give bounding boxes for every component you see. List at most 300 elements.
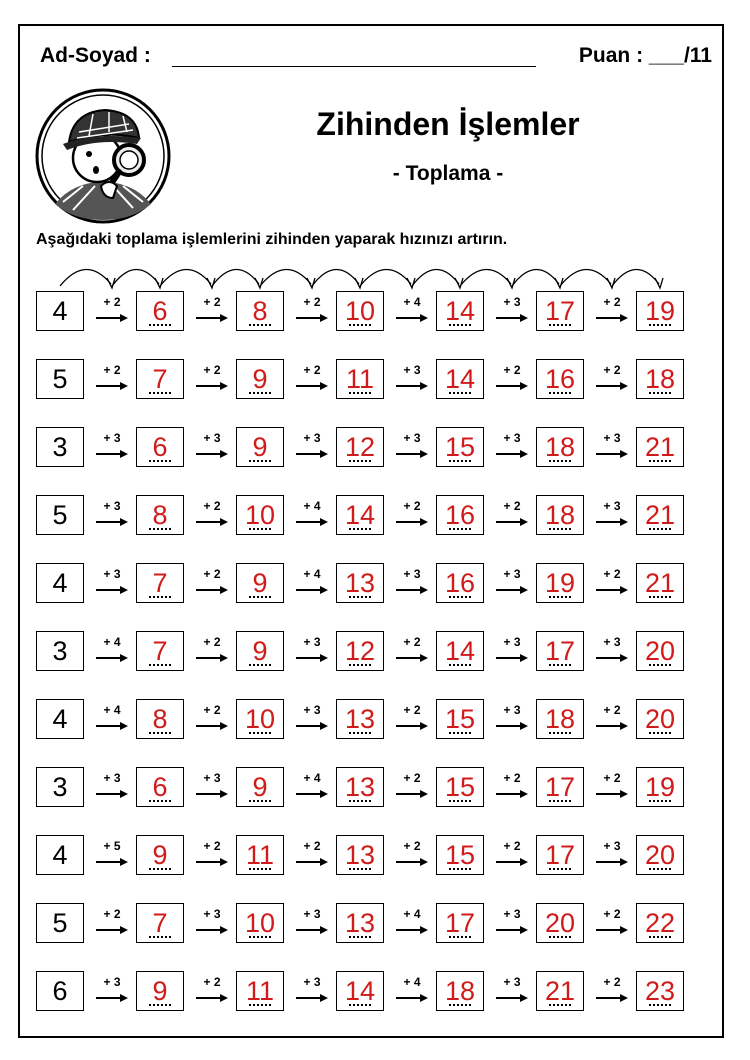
start-number: 5 — [52, 908, 68, 938]
answer-number: 20 — [644, 704, 676, 734]
answer-box[interactable] — [136, 563, 184, 603]
start-number-box — [36, 563, 84, 603]
operation-label: + 2 — [403, 771, 421, 785]
right-arrow-icon — [596, 517, 628, 527]
operation-step — [88, 363, 136, 399]
right-arrow-icon — [196, 789, 228, 799]
answer-dotted-line — [549, 664, 571, 666]
right-arrow-icon — [296, 517, 328, 527]
instruction-text: Aşağıdaki toplama işlemlerini zihinden yaparak hızınızı artırın. — [36, 231, 508, 248]
answer-dotted-line — [649, 596, 671, 598]
operation-step — [288, 635, 336, 671]
hop-arc — [612, 269, 659, 286]
hop-arrowhead-icon — [507, 278, 515, 288]
operation-label: + 2 — [203, 975, 221, 989]
right-arrow-icon — [96, 721, 128, 731]
answer-number: 8 — [252, 296, 268, 326]
answer-dotted-line — [449, 1004, 471, 1006]
right-arrow-icon — [396, 789, 428, 799]
operation-step — [188, 363, 236, 399]
answer-box[interactable] — [536, 495, 584, 535]
answer-dotted-line — [149, 1004, 171, 1006]
right-arrow-icon — [496, 857, 528, 867]
operation-label: + 2 — [103, 363, 121, 377]
answer-dotted-line — [549, 868, 571, 870]
answer-box[interactable] — [236, 835, 284, 875]
operation-label: + 3 — [503, 431, 521, 445]
operation-step — [288, 907, 336, 943]
answer-dotted-line — [349, 324, 371, 326]
answer-number: 14 — [344, 976, 376, 1006]
answer-number: 9 — [252, 636, 268, 666]
right-arrow-icon — [496, 381, 528, 391]
answer-box[interactable] — [236, 427, 284, 467]
answer-box[interactable] — [536, 563, 584, 603]
right-arrow-icon — [96, 517, 128, 527]
answer-box[interactable] — [336, 631, 384, 671]
right-arrow-icon — [96, 313, 128, 323]
answer-box[interactable] — [336, 903, 384, 943]
answer-box[interactable] — [136, 427, 184, 467]
operation-label: + 5 — [103, 839, 121, 853]
start-number: 3 — [52, 432, 68, 462]
answer-number: 13 — [344, 908, 376, 938]
answer-dotted-line — [149, 868, 171, 870]
right-arrow-icon — [196, 925, 228, 935]
answer-number: 6 — [152, 296, 168, 326]
operation-label: + 2 — [603, 907, 621, 921]
answer-box[interactable] — [436, 495, 484, 535]
right-arrow-icon — [596, 449, 628, 459]
answer-number: 13 — [344, 568, 376, 598]
right-arrow-icon — [96, 925, 128, 935]
right-arrow-icon — [296, 585, 328, 595]
answer-dotted-line — [149, 936, 171, 938]
answer-dotted-line — [649, 868, 671, 870]
answer-box[interactable] — [636, 699, 684, 739]
answer-box[interactable] — [236, 903, 284, 943]
answer-box[interactable] — [336, 971, 384, 1011]
start-number: 5 — [52, 500, 68, 530]
answer-box[interactable] — [536, 359, 584, 399]
answer-number: 11 — [245, 976, 275, 1006]
answer-number: 16 — [544, 364, 576, 394]
operation-label: + 2 — [603, 771, 621, 785]
right-arrow-icon — [296, 653, 328, 663]
answer-box[interactable] — [336, 495, 384, 535]
operation-label: + 4 — [303, 499, 321, 513]
operation-label: + 2 — [603, 295, 621, 309]
operation-step — [288, 363, 336, 399]
operation-step — [488, 703, 536, 739]
operation-label: + 4 — [303, 567, 321, 581]
right-arrow-icon — [396, 857, 428, 867]
operation-label: + 2 — [303, 363, 321, 377]
answer-number: 13 — [344, 840, 376, 870]
answer-box[interactable] — [336, 359, 384, 399]
operation-label: + 3 — [203, 431, 221, 445]
answer-box[interactable] — [236, 767, 284, 807]
answer-box[interactable] — [436, 971, 484, 1011]
answer-dotted-line — [149, 528, 171, 530]
right-arrow-icon — [196, 381, 228, 391]
operation-label: + 2 — [403, 499, 421, 513]
answer-dotted-line — [249, 936, 271, 938]
answer-box[interactable] — [536, 631, 584, 671]
answer-dotted-line — [649, 528, 671, 530]
hop-arrowhead-icon — [655, 278, 663, 288]
right-arrow-icon — [596, 585, 628, 595]
right-arrow-icon — [296, 857, 328, 867]
right-arrow-icon — [596, 381, 628, 391]
answer-dotted-line — [249, 596, 271, 598]
answer-box[interactable] — [136, 835, 184, 875]
answer-box[interactable] — [336, 291, 384, 331]
operation-step — [388, 499, 436, 535]
right-arrow-icon — [296, 925, 328, 935]
operation-step — [488, 295, 536, 331]
hop-arc — [112, 269, 159, 286]
start-number-box — [36, 359, 84, 399]
answer-number: 14 — [444, 296, 476, 326]
answer-box[interactable] — [436, 359, 484, 399]
start-number-box — [36, 767, 84, 807]
answer-box[interactable] — [336, 767, 384, 807]
operation-label: + 2 — [203, 567, 221, 581]
answer-dotted-line — [549, 392, 571, 394]
right-arrow-icon — [96, 585, 128, 595]
answer-dotted-line — [349, 392, 371, 394]
answer-dotted-line — [449, 460, 471, 462]
operation-label: + 3 — [403, 567, 421, 581]
operation-label: + 2 — [203, 635, 221, 649]
answer-dotted-line — [149, 460, 171, 462]
operation-label: + 2 — [203, 499, 221, 513]
answer-box[interactable] — [136, 971, 184, 1011]
operation-label: + 3 — [603, 431, 621, 445]
right-arrow-icon — [196, 449, 228, 459]
answer-box[interactable] — [136, 767, 184, 807]
operation-label: + 2 — [503, 771, 521, 785]
hop-arc — [260, 269, 311, 286]
operation-step — [88, 567, 136, 603]
answer-dotted-line — [549, 800, 571, 802]
answer-box[interactable] — [636, 767, 684, 807]
answer-number: 17 — [444, 908, 476, 938]
answer-box[interactable] — [536, 291, 584, 331]
answer-number: 19 — [644, 296, 676, 326]
right-arrow-icon — [196, 653, 228, 663]
operation-step — [188, 839, 236, 875]
answer-box[interactable] — [236, 291, 284, 331]
answer-box[interactable] — [636, 495, 684, 535]
operation-label: + 2 — [503, 839, 521, 853]
answer-number: 23 — [644, 976, 676, 1006]
answer-box[interactable] — [536, 767, 584, 807]
operation-label: + 2 — [603, 975, 621, 989]
answer-dotted-line — [449, 936, 471, 938]
right-arrow-icon — [596, 721, 628, 731]
right-arrow-icon — [396, 925, 428, 935]
operation-label: + 3 — [403, 431, 421, 445]
answer-number: 12 — [344, 432, 376, 462]
operation-step — [88, 907, 136, 943]
answer-dotted-line — [349, 596, 371, 598]
operation-step — [388, 703, 436, 739]
hop-arc — [560, 269, 611, 286]
right-arrow-icon — [196, 313, 228, 323]
hop-arrowhead-icon — [207, 278, 215, 288]
operation-step — [88, 975, 136, 1011]
answer-box[interactable] — [436, 291, 484, 331]
answer-box[interactable] — [136, 359, 184, 399]
operation-step — [588, 431, 636, 467]
operation-label: + 3 — [503, 907, 521, 921]
answer-number: 15 — [444, 432, 476, 462]
start-number: 4 — [52, 296, 68, 326]
operation-label: + 3 — [603, 635, 621, 649]
answer-dotted-line — [349, 1004, 371, 1006]
page-title: Zihinden İşlemler — [316, 106, 580, 142]
operation-step — [588, 907, 636, 943]
right-arrow-icon — [196, 517, 228, 527]
start-number-box — [36, 495, 84, 535]
right-arrow-icon — [296, 789, 328, 799]
answer-dotted-line — [349, 664, 371, 666]
operation-step — [388, 839, 436, 875]
operation-step — [588, 363, 636, 399]
answer-number: 16 — [444, 568, 476, 598]
start-number-box — [36, 971, 84, 1011]
exercise-row — [20, 699, 726, 743]
answer-box[interactable] — [636, 631, 684, 671]
answer-number: 21 — [644, 432, 676, 462]
score-label: Puan : — [578, 44, 644, 67]
answer-box[interactable] — [136, 699, 184, 739]
answer-dotted-line — [549, 460, 571, 462]
answer-box[interactable] — [236, 699, 284, 739]
answer-number: 14 — [444, 364, 476, 394]
answer-dotted-line — [349, 868, 371, 870]
answer-box[interactable] — [636, 563, 684, 603]
right-arrow-icon — [496, 449, 528, 459]
answer-box[interactable] — [336, 427, 384, 467]
right-arrow-icon — [496, 313, 528, 323]
right-arrow-icon — [96, 381, 128, 391]
operation-step — [88, 839, 136, 875]
answer-number: 9 — [152, 976, 168, 1006]
operation-step — [388, 431, 436, 467]
score-field — [579, 44, 712, 68]
answer-dotted-line — [549, 1004, 571, 1006]
answer-number: 11 — [245, 840, 275, 870]
answer-box[interactable] — [636, 971, 684, 1011]
operation-label: + 2 — [103, 907, 121, 921]
answer-dotted-line — [349, 460, 371, 462]
operation-label: + 2 — [603, 363, 621, 377]
hop-arrowhead-icon — [107, 278, 115, 288]
answer-dotted-line — [449, 664, 471, 666]
operation-step — [488, 567, 536, 603]
operation-step — [388, 975, 436, 1011]
start-number: 4 — [52, 840, 68, 870]
exercise-row — [20, 427, 726, 471]
answer-box[interactable] — [236, 563, 284, 603]
operation-label: + 2 — [503, 363, 521, 377]
operation-step — [188, 499, 236, 535]
operation-step — [188, 295, 236, 331]
right-arrow-icon — [496, 517, 528, 527]
operation-step — [588, 295, 636, 331]
start-number-box — [36, 291, 84, 331]
answer-box[interactable] — [636, 427, 684, 467]
right-arrow-icon — [496, 789, 528, 799]
answer-box[interactable] — [636, 835, 684, 875]
operation-label: + 3 — [403, 363, 421, 377]
answer-box[interactable] — [336, 563, 384, 603]
operation-label: + 2 — [403, 839, 421, 853]
exercise-row — [20, 971, 726, 1015]
answer-box[interactable] — [536, 427, 584, 467]
answer-box[interactable] — [536, 699, 584, 739]
answer-number: 7 — [152, 908, 168, 938]
operation-step — [588, 771, 636, 807]
answer-box[interactable] — [436, 427, 484, 467]
answer-box[interactable] — [236, 631, 284, 671]
operation-label: + 3 — [303, 907, 321, 921]
right-arrow-icon — [596, 925, 628, 935]
operation-step — [488, 431, 536, 467]
answer-number: 18 — [644, 364, 676, 394]
answer-number: 13 — [344, 772, 376, 802]
right-arrow-icon — [596, 789, 628, 799]
operation-step — [188, 975, 236, 1011]
exercise-row — [20, 767, 726, 811]
answer-box[interactable] — [436, 631, 484, 671]
operation-label: + 3 — [603, 499, 621, 513]
answer-dotted-line — [249, 664, 271, 666]
operation-label: + 3 — [103, 567, 121, 581]
answer-dotted-line — [549, 528, 571, 530]
answer-box[interactable] — [436, 699, 484, 739]
operation-label: + 2 — [203, 703, 221, 717]
answer-box[interactable] — [636, 291, 684, 331]
answer-box[interactable] — [436, 835, 484, 875]
right-arrow-icon — [596, 993, 628, 1003]
right-arrow-icon — [396, 653, 428, 663]
operation-label: + 3 — [503, 295, 521, 309]
right-arrow-icon — [96, 857, 128, 867]
right-arrow-icon — [596, 653, 628, 663]
hop-arc — [460, 269, 511, 286]
answer-box[interactable] — [136, 291, 184, 331]
exercise-row — [20, 631, 726, 675]
operation-step — [288, 499, 336, 535]
answer-dotted-line — [249, 324, 271, 326]
answer-box[interactable] — [236, 971, 284, 1011]
exercise-row — [20, 563, 726, 607]
answer-dotted-line — [449, 324, 471, 326]
start-number: 3 — [52, 636, 68, 666]
answer-box[interactable] — [436, 563, 484, 603]
answer-box[interactable] — [436, 767, 484, 807]
answer-number: 17 — [544, 840, 576, 870]
operation-label: + 2 — [503, 499, 521, 513]
operation-label: + 2 — [403, 635, 421, 649]
hop-arrowhead-icon — [455, 278, 463, 288]
operation-step — [388, 635, 436, 671]
right-arrow-icon — [96, 449, 128, 459]
answer-box[interactable] — [336, 835, 384, 875]
hop-arc — [60, 269, 111, 286]
start-number: 4 — [52, 568, 68, 598]
answer-box[interactable] — [636, 903, 684, 943]
answer-number: 15 — [444, 840, 476, 870]
operation-label: + 4 — [403, 975, 421, 989]
answer-dotted-line — [449, 528, 471, 530]
start-number-box — [36, 427, 84, 467]
answer-box[interactable] — [436, 903, 484, 943]
answer-dotted-line — [649, 324, 671, 326]
answer-box[interactable] — [536, 903, 584, 943]
operation-label: + 3 — [303, 703, 321, 717]
answer-box[interactable] — [236, 495, 284, 535]
right-arrow-icon — [496, 585, 528, 595]
hop-arc — [212, 269, 259, 286]
hop-arrowhead-icon — [155, 278, 163, 288]
answer-box[interactable] — [236, 359, 284, 399]
answer-number: 10 — [244, 908, 276, 938]
answer-box[interactable] — [536, 971, 584, 1011]
answer-number: 8 — [152, 500, 168, 530]
name-label: Ad-Soyad : — [40, 44, 151, 67]
hop-arc — [412, 269, 459, 286]
answer-dotted-line — [349, 936, 371, 938]
operation-label: + 2 — [403, 703, 421, 717]
answer-number: 7 — [152, 568, 168, 598]
answer-dotted-line — [149, 596, 171, 598]
answer-box[interactable] — [136, 631, 184, 671]
answer-box[interactable] — [136, 495, 184, 535]
answer-dotted-line — [249, 528, 271, 530]
answer-box[interactable] — [636, 359, 684, 399]
hop-arrowhead-icon — [607, 278, 615, 288]
right-arrow-icon — [196, 721, 228, 731]
exercise-row — [20, 903, 726, 947]
right-arrow-icon — [396, 449, 428, 459]
hop-arrowhead-icon — [355, 278, 363, 288]
right-arrow-icon — [396, 381, 428, 391]
answer-dotted-line — [149, 800, 171, 802]
name-blank-line — [172, 66, 536, 67]
answer-dotted-line — [249, 732, 271, 734]
answer-box[interactable] — [136, 903, 184, 943]
right-arrow-icon — [596, 313, 628, 323]
answer-box[interactable] — [336, 699, 384, 739]
hop-arrowhead-icon — [555, 278, 563, 288]
answer-dotted-line — [249, 1004, 271, 1006]
operation-label: + 3 — [503, 635, 521, 649]
start-number: 5 — [52, 364, 68, 394]
operation-step — [588, 703, 636, 739]
answer-box[interactable] — [536, 835, 584, 875]
answer-number: 14 — [444, 636, 476, 666]
operation-step — [188, 907, 236, 943]
answer-dotted-line — [249, 460, 271, 462]
right-arrow-icon — [196, 993, 228, 1003]
answer-dotted-line — [149, 732, 171, 734]
operation-step — [488, 839, 536, 875]
